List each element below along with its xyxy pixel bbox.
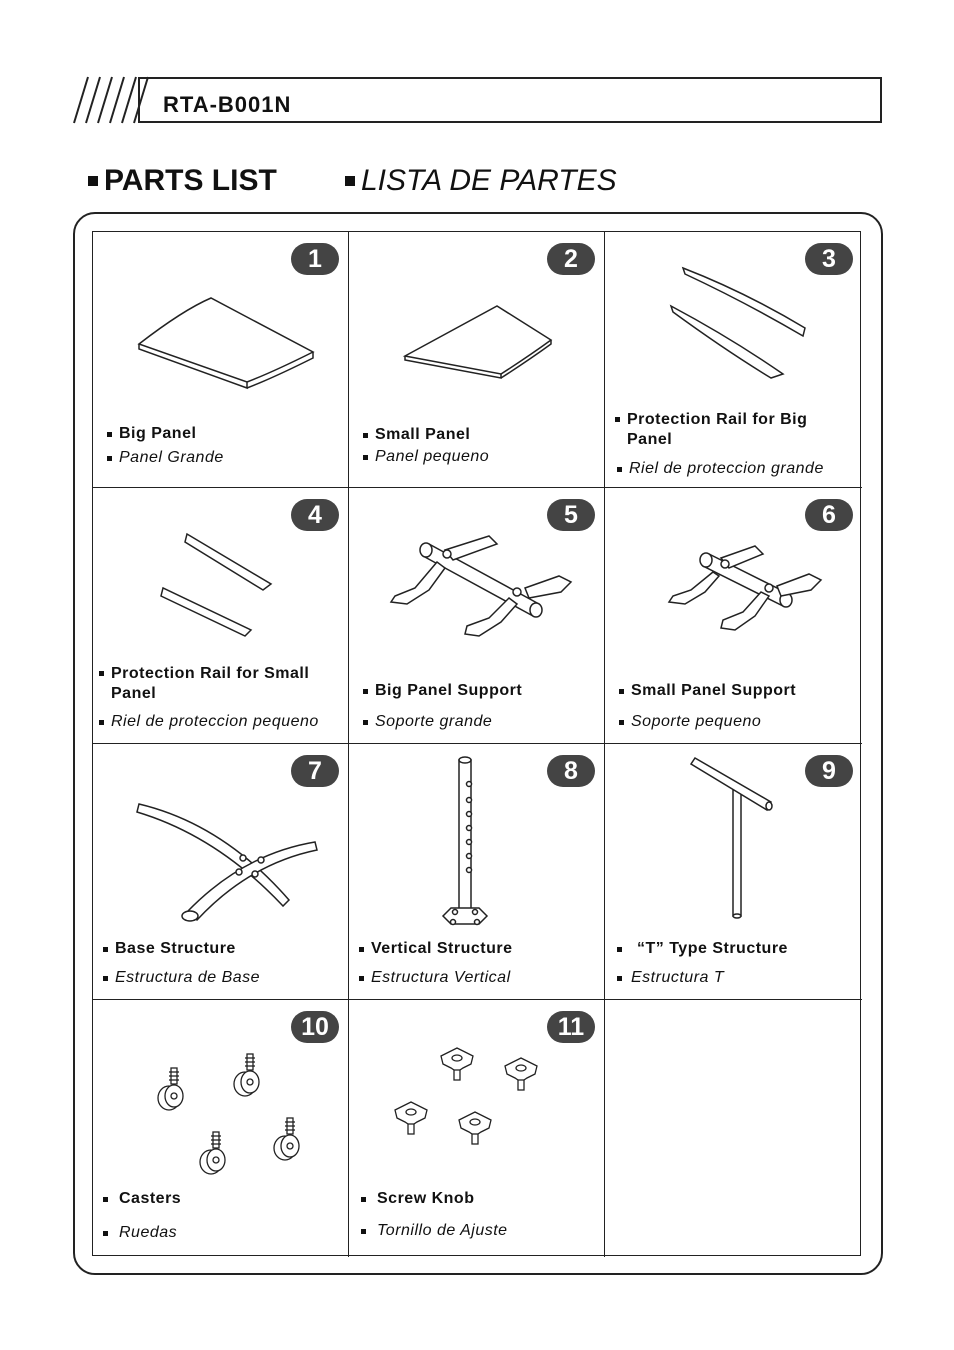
part-label-en: Small Panel bbox=[363, 426, 470, 444]
part-cell-11 bbox=[349, 1000, 605, 1257]
part-label-en: Big Panel bbox=[107, 425, 196, 443]
part-number-badge: 8 bbox=[547, 755, 595, 787]
part-cell-4 bbox=[93, 488, 349, 744]
part-label-es: Riel de proteccion grande bbox=[617, 460, 824, 478]
casters-illustration bbox=[93, 1000, 348, 1257]
vertical-structure-illustration bbox=[349, 744, 604, 999]
part-number-badge: 10 bbox=[291, 1011, 339, 1043]
part-label-es: Soporte pequeno bbox=[619, 713, 761, 731]
part-number-badge: 2 bbox=[547, 243, 595, 275]
part-cell-3 bbox=[605, 232, 862, 488]
part-label-es: Estructura Vertical bbox=[359, 969, 511, 987]
title-en: PARTS LIST bbox=[104, 164, 277, 197]
part-cell-2 bbox=[349, 232, 605, 488]
part-label-es: Riel de proteccion pequeno bbox=[99, 713, 319, 731]
part-cell-6 bbox=[605, 488, 862, 744]
model-number: RTA-B001N bbox=[163, 92, 292, 117]
part-label-es: Tornillo de Ajuste bbox=[361, 1222, 508, 1240]
part-label-en: “T” Type Structure bbox=[617, 940, 788, 958]
parts-grid bbox=[92, 231, 861, 1256]
part-number-badge: 1 bbox=[291, 243, 339, 275]
lista-de-partes-title bbox=[345, 164, 617, 198]
part-label-es: Soporte grande bbox=[363, 713, 492, 731]
part-cell-10 bbox=[93, 1000, 349, 1257]
bullet-square bbox=[88, 176, 98, 186]
part-label-en: Small Panel Support bbox=[619, 682, 796, 700]
part-cell-1 bbox=[93, 232, 349, 488]
part-label-en: Protection Rail for Big Panel bbox=[615, 410, 840, 450]
part-label-en: Big Panel Support bbox=[363, 682, 522, 700]
big-panel-support-illustration bbox=[349, 488, 604, 743]
part-number-badge: 5 bbox=[547, 499, 595, 531]
part-label-es: Panel Grande bbox=[107, 449, 224, 467]
part-cell-9 bbox=[605, 744, 862, 1000]
part-number-badge: 11 bbox=[547, 1011, 595, 1043]
parts-list-title bbox=[88, 164, 277, 198]
part-cell-8 bbox=[349, 744, 605, 1000]
screw-knob-illustration bbox=[349, 1000, 604, 1257]
part-label-en: Vertical Structure bbox=[359, 940, 513, 958]
small-panel-support-illustration bbox=[605, 488, 862, 743]
part-label-en: Screw Knob bbox=[361, 1190, 474, 1208]
small-protection-rail-illustration bbox=[93, 488, 348, 743]
part-number-badge: 9 bbox=[805, 755, 853, 787]
t-structure-illustration bbox=[605, 744, 862, 999]
part-label-en: Base Structure bbox=[103, 940, 236, 958]
title-es: LISTA DE PARTES bbox=[361, 164, 617, 197]
part-label-en: Casters bbox=[103, 1190, 181, 1208]
empty-cell bbox=[605, 1000, 862, 1257]
part-label-en: Protection Rail for Small Panel bbox=[99, 664, 324, 704]
part-number-badge: 4 bbox=[291, 499, 339, 531]
part-label-es: Estructura de Base bbox=[103, 969, 260, 987]
part-cell-5 bbox=[349, 488, 605, 744]
part-label-es: Estructura T bbox=[617, 969, 724, 987]
bullet-square bbox=[345, 176, 355, 186]
base-structure-illustration bbox=[93, 744, 348, 999]
part-number-badge: 3 bbox=[805, 243, 853, 275]
part-label-es: Ruedas bbox=[103, 1224, 177, 1242]
part-label-es: Panel pequeno bbox=[363, 448, 489, 466]
part-number-badge: 6 bbox=[805, 499, 853, 531]
part-number-badge: 7 bbox=[291, 755, 339, 787]
part-cell-7 bbox=[93, 744, 349, 1000]
